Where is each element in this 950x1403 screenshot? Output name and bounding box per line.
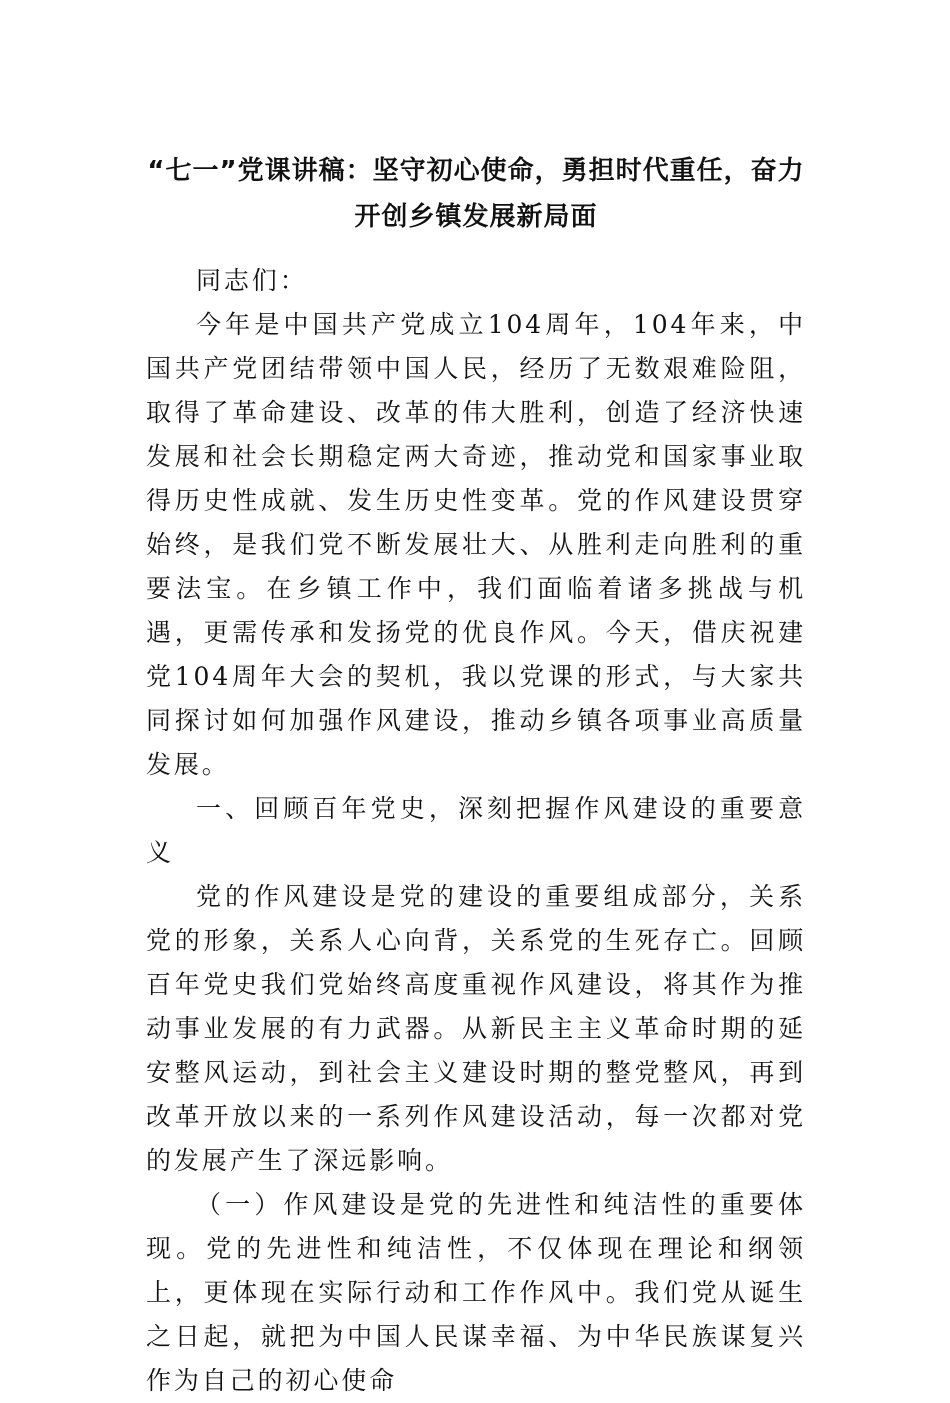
document-title-line-2: 开创乡镇发展新局面	[354, 202, 598, 232]
document-title-line-1: “七一”党课讲稿：坚守初心使命，勇担时代重任，奋力	[147, 156, 805, 186]
paragraph-subsection-1: （一）作风建设是党的先进性和纯洁性的重要体现。党的先进性和纯洁性，不仅体现在理论和纲领上，更体现在实际行动和工作作风中。我们党从诞生之日起，就把为中国人民谋幸福、为中华民族谋复兴作为自己的初心使命	[146, 1190, 806, 1395]
paragraph-section-1: 党的作风建设是党的建设的重要组成部分，关系党的形象，关系人心向背，关系党的生死存亡。回顾百年党史我们党始终高度重视作风建设，将其作为推动事业发展的有力武器。从新民主主义革命时期的延安整风运动，到社会主义建设时期的整党整风，再到改革开放以来的一系列作风建设活动，每一次都对党的发展产生了深远影响。	[146, 882, 806, 1175]
section-heading-1: 一、回顾百年党史，深刻把握作风建设的重要意义	[146, 794, 806, 867]
paragraph-intro: 今年是中国共产党成立104周年，104年来，中国共产党团结带领中国人民，经历了无数艰难险阻，取得了革命建设、改革的伟大胜利，创造了经济快速发展和社会长期稳定两大奇迹，推动党和国家事业取得历史性成就、发生历史性变革。党的作风建设贯穿始终，是我们党不断发展壮大、从胜利走向胜利的重要法宝。在乡镇工作中，我们面临着诸多挑战与机遇，更需传承和发扬党的优良作风。今天，借庆祝建党104周年大会的契机，我以党课的形式，与大家共同探讨如何加强作风建设，推动乡镇各项事业高质量发展。	[146, 310, 806, 779]
document-body	[146, 259, 806, 1403]
salutation: 同志们：	[196, 266, 308, 295]
